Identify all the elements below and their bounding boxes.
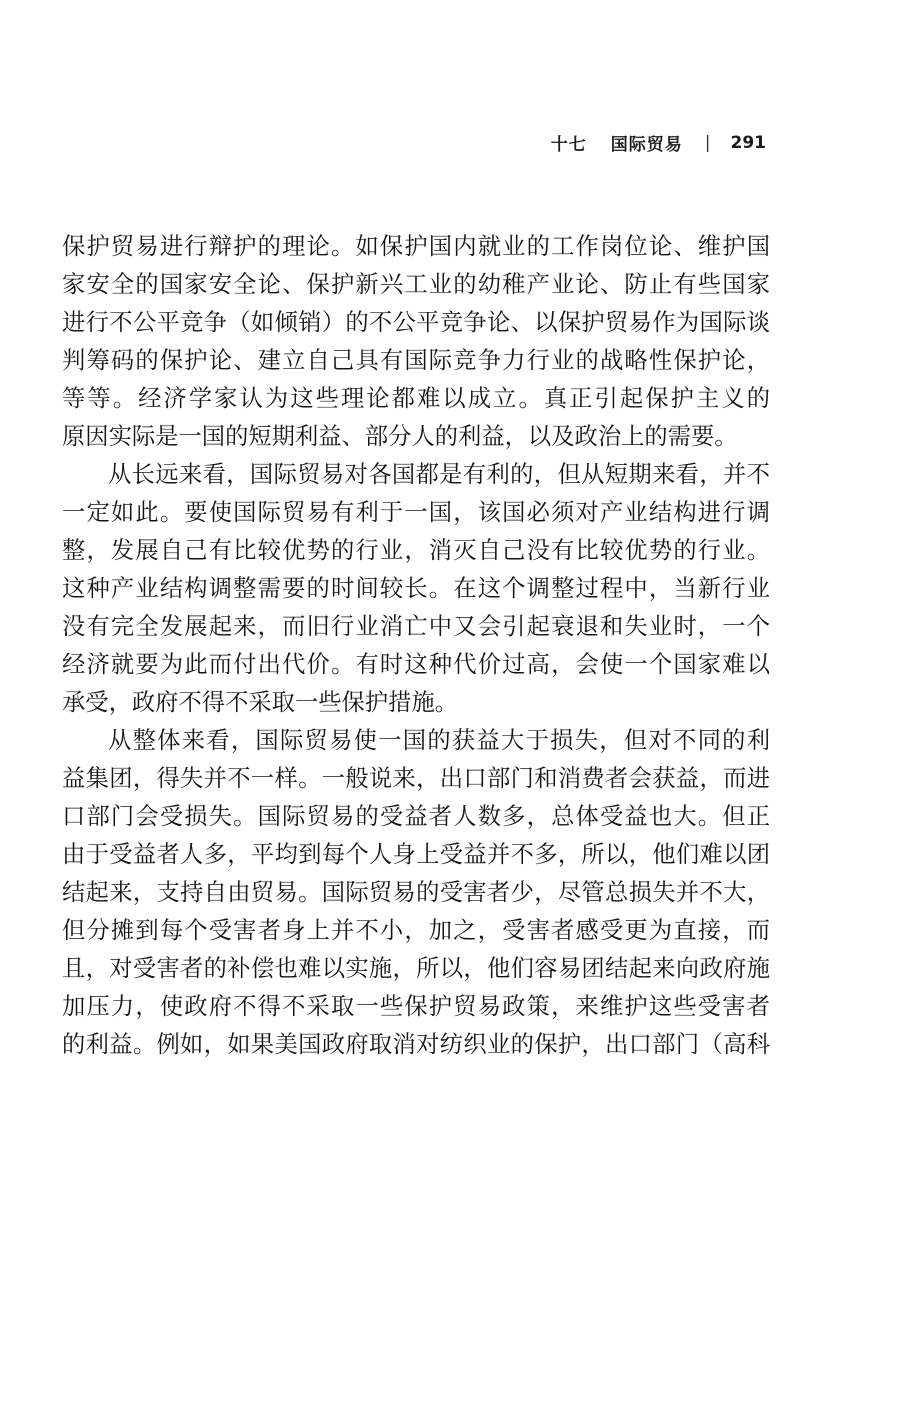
running-header	[551, 130, 766, 155]
chapter-number: 十七	[550, 135, 587, 155]
text-line: 且，对受害者的补偿也难以实施，所以，他们容易团结起来向政府施	[62, 955, 770, 982]
text-line: 这种产业结构调整需要的时间较长。在这个调整过程中，当新行业	[62, 575, 770, 602]
text-line: 从长远来看，国际贸易对各国都是有利的，但从短期来看，并不	[108, 461, 770, 488]
text-line: 等等。经济学家认为这些理论都难以成立。真正引起保护主义的	[62, 385, 770, 412]
page-number: 291	[730, 132, 766, 153]
header-divider: |	[704, 132, 711, 153]
paragraph-3	[62, 722, 770, 1064]
text-line: 由于受益者人多，平均到每个人身上受益并不多，所以，他们难以团	[62, 841, 770, 868]
chapter-title: 国际贸易	[610, 135, 683, 155]
text-line: 口部门会受损失。国际贸易的受益者人数多，总体受益也大。但正	[62, 803, 770, 830]
text-line: 从整体来看，国际贸易使一国的获益大于损失，但对不同的利	[108, 727, 770, 754]
text-line: 原因实际是一国的短期利益、部分人的利益，以及政治上的需要。	[62, 423, 738, 450]
text-line: 但分摊到每个受害者身上并不小，加之，受害者感受更为直接，而	[62, 917, 770, 944]
text-line: 判筹码的保护论、建立自己具有国际竞争力行业的战略性保护论，	[62, 347, 770, 374]
text-line: 一定如此。要使国际贸易有利于一国，该国必须对产业结构进行调	[62, 499, 770, 526]
text-line: 加压力，使政府不得不采取一些保护贸易政策，来维护这些受害者	[62, 993, 770, 1020]
text-line: 没有完全发展起来，而旧行业消亡中又会引起衰退和失业时，一个	[62, 613, 770, 640]
text-line: 经济就要为此而付出代价。有时这种代价过高，会使一个国家难以	[62, 651, 770, 678]
text-line: 结起来，支持自由贸易。国际贸易的受害者少，尽管总损失并不大，	[62, 879, 770, 906]
body-text	[62, 228, 770, 1064]
text-line: 整，发展自己有比较优势的行业，消灭自己没有比较优势的行业。	[62, 537, 770, 564]
paragraph-2	[62, 456, 770, 722]
text-line: 保护贸易进行辩护的理论。如保护国内就业的工作岗位论、维护国	[62, 233, 770, 260]
text-line: 进行不公平竞争（如倾销）的不公平竞争论、以保护贸易作为国际谈	[62, 309, 770, 336]
text-line: 承受，政府不得不采取一些保护措施。	[62, 689, 459, 716]
text-line: 益集团，得失并不一样。一般说来，出口部门和消费者会获益，而进	[62, 765, 770, 792]
text-line: 的利益。例如，如果美国政府取消对纺织业的保护，出口部门（高科	[62, 1031, 770, 1058]
text-line: 家安全的国家安全论、保护新兴工业的幼稚产业论、防止有些国家	[62, 271, 770, 298]
paragraph-1	[62, 228, 770, 456]
